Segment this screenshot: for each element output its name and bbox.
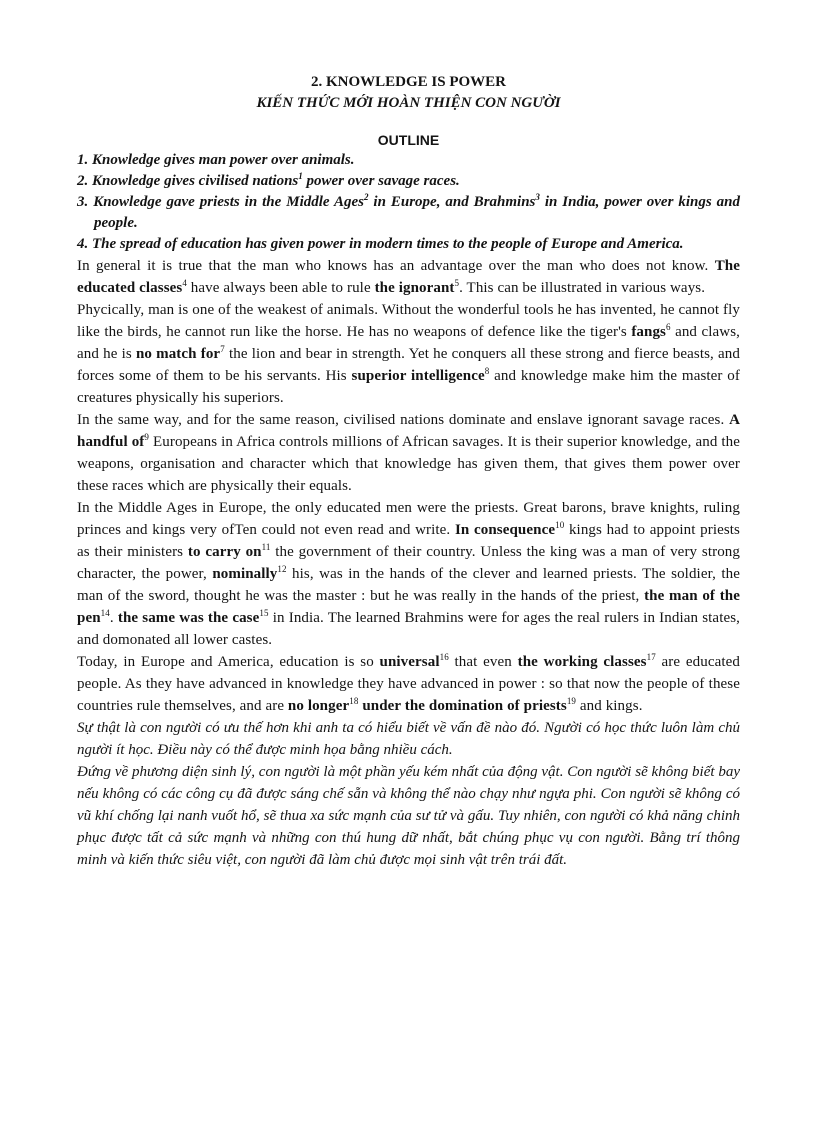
outline-item: 2. Knowledge gives civilised nations$^1$ power over savage races. <box>77 171 460 189</box>
paragraph-intro: In general it is true that the man who knows has an advantage over the man who does not know. The educated classes$^4$ have always been able to rule the ignorant$^5$. This can be illustrated in various ways. <box>77 258 740 296</box>
outline-heading: OUTLINE <box>377 132 440 148</box>
paragraph-today: Today, in Europe and America, education is so universal$^{16}$ that even the working classes$^{17}$ are educated people. As they have advanced in knowledge they have advanced in power : so that now the people of these countries rule themselves, and are no longer$^{18}$ under the domination of priests$^{19}$ and kings. <box>77 652 740 714</box>
document-page <box>77 72 740 871</box>
paragraph-nations: In the same way, and for the same reason, civilised nations dominate and enslave ignorant savage races. A handful $of^9$ Europeans in Africa controls millions of African savages. It is their superior knowledge, and the weapons, organisation and character which that knowledge has given them, that gives them power over these races which are physically their equals. <box>77 412 741 494</box>
outline-item: 4. The spread of education has given power in modern times to the people of Europe and America. <box>77 236 684 252</box>
page-title: 2. KNOWLEDGE IS POWER <box>310 74 507 90</box>
outline-item: 3. Knowledge gave priests in the Middle Ages$^2$ in Europe, and Brahmins$^3$ in India, power over kings and people. <box>77 192 740 231</box>
page-subtitle: KIẾN THỨC MỚI HOÀN THIỆN CON NGƯỜI <box>256 95 561 111</box>
outline-list <box>77 150 740 255</box>
paragraph-middle-ages: In the Middle Ages in Europe, the only educated men were the priests. Great barons, brave knights, ruling princes and kings very ofTen could not even read and write. In consequence$^{10}$ kings had to appoint priests as their ministers to carry $on^{11}$ the government of their country. Unless the king was a man of very strong character, the power, nominally$^{12}$ his, was in the hands of the clever and learned priests. The soldier, the man of the sword, thought he was the master : but he was really in the hands of the priest, the man of the pen$^{14}$. the same was the case$^{15}$ in India. The learned Brahmins were for ages the real rulers in Indian states, and domonated all lower castes. <box>77 500 741 648</box>
paragraph-physical: Phycically, man is one of the weakest of animals. Without the wonderful tools he has invented, he cannot fly like the birds, he cannot run like the horse. He has no weapons of defence like the tiger's fangs$^6$ and claws, and he is no match for$^7$ the lion and bear in strength. Yet he conquers all these strong and fierce beasts, and forces some of them to be his servants. His superior intelligence$^8$ and knowledge make him the master of creatures physically his superiors. <box>77 302 741 406</box>
vietnamese-paragraph-2: Đứng về phương diện sinh lý, con người là một phần yếu kém nhất của động vật. Con người sẽ không biết bay nếu không có các công cụ đã được sáng chế sẵn và không thể nào chạy như ngựa phi. Con người sẽ không có vũ khí chống lại nanh vuốt hổ, sẽ thua xa sức mạnh của sư tử và gấu. Tuy nhiên, con người có khả năng chinh phục được tất cả sức mạnh và những con thú hung dữ nhất, bắt chúng phục vụ con người. Bằng trí thông minh và kiến thức siêu việt, con người đã làm chủ được mọi sinh vật trên trái đất. <box>77 764 740 868</box>
vietnamese-paragraph-1: Sự thật là con người có ưu thế hơn khi anh ta có hiểu biết về vấn đề nào đó. Người có học thức luôn làm chủ người ít học. Điều này có thể được minh họa bằng nhiều cách. <box>77 720 740 758</box>
outline-item: 1. Knowledge gives man power over animals. <box>77 152 355 168</box>
